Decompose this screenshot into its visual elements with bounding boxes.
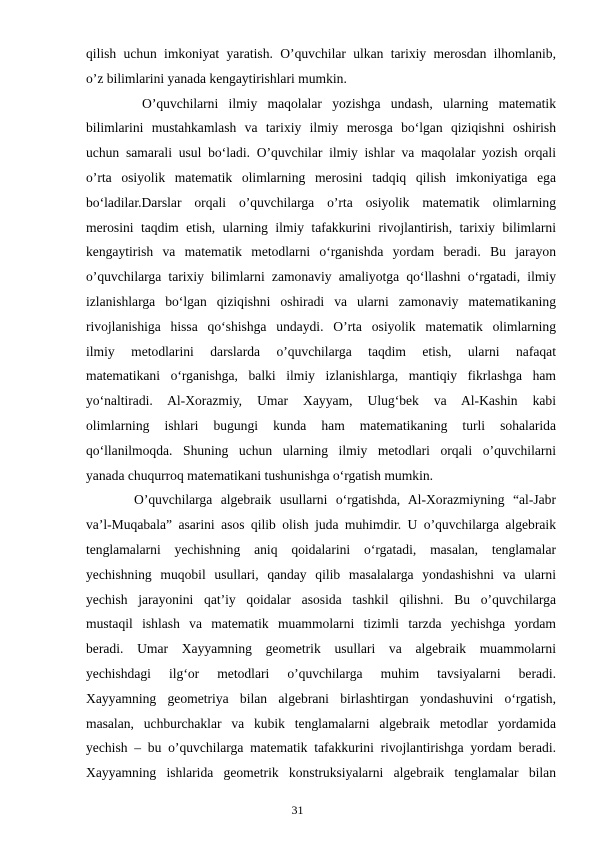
text-line: tenglamalarni yechishning aniq qoidalarini o‘rgatadi, masalan, tenglamalar bbox=[86, 541, 556, 557]
page-number: 31 bbox=[291, 803, 304, 817]
text-line: Xayyamning ishlarida geometrik konstruksiyalarni algebraik tenglamalar bilan bbox=[86, 765, 556, 781]
text-line: izlanishlarga bo‘lgan qiziqishni oshiradi va ularni zamonaviy matematikaning bbox=[86, 293, 556, 309]
text-line: kengaytirish va matematik metodlarni o‘rganishda yordam beradi. Bu jarayon bbox=[86, 244, 556, 260]
text-line: qo‘llanilmoqda. Shuning uchun ularning ilmiy metodlari orqali o’quvchilarni bbox=[86, 442, 556, 458]
text-line: mustaqil ishlash va matematik muammolarni tizimli tarzda yechishga yordam bbox=[86, 616, 556, 632]
text-line: yechishdagi ilg‘or metodlari o’quvchilarga muhim tavsiyalarni beradi. bbox=[86, 665, 556, 681]
text-line: qilish uchun imkoniyat yaratish. O’quvchilar ulkan tarixiy merosdan ilhomlanib, bbox=[86, 46, 556, 61]
text-line: O’quvchilarga algebraik usullarni o‘rgatishda, Al-Xorazmiyning “al-Jabr bbox=[134, 492, 556, 508]
text-line: yechish – bu o’quvchilarga matematik tafakkurini rivojlantirishga yordam beradi. bbox=[86, 740, 556, 756]
text-line: yechishning muqobil usullari, qanday qilib masalalarga yondashishni va ularni bbox=[86, 566, 556, 582]
text-line: ilmiy metodlarini darslarda o’quvchilarga taqdim etish, ularni nafaqat bbox=[86, 343, 556, 359]
text-line: o’rta osiyolik matematik olimlarning merosini tadqiq qilish imkoniyatiga ega bbox=[86, 169, 556, 185]
text-line: bilimlarini mustahkamlash va tarixiy ilmiy merosga bo‘lgan qiziqishni oshirish bbox=[86, 120, 556, 136]
text-line: bo‘ladilar.Darslar orqali o’quvchilarga o’rta osiyolik matematik olimlarning bbox=[86, 194, 556, 210]
document-page bbox=[86, 42, 556, 786]
text-line: O’quvchilarni ilmiy maqolalar yozishga undash, ularning matematik bbox=[142, 95, 556, 111]
text-line: o’z bilimlarini yanada kengaytirishlari mumkin. bbox=[86, 70, 347, 86]
text-line: masalan, uchburchaklar va kubik tenglamalarni algebraik metodlar yordamida bbox=[86, 715, 556, 731]
paragraph-research-writing bbox=[86, 92, 556, 489]
text-line: Xayyamning geometriya bilan algebrani birlashtirgan yondashuvini o‘rgatish, bbox=[86, 690, 556, 706]
text-line: merosini taqdim etish, ularning ilmiy tafakkurini rivojlantirish, tarixiy bilimlarni bbox=[86, 219, 556, 235]
text-line: yechish jarayonini qat’iy qoidalar asosida tashkil qilishni. Bu o’quvchilarga bbox=[86, 591, 556, 607]
paragraph-algebraic-methods bbox=[86, 488, 556, 786]
text-line: rivojlanishiga hissa qo‘shishga undaydi. O’rta osiyolik matematik olimlarning bbox=[86, 318, 556, 334]
text-line: o’quvchilarga tarixiy bilimlarni zamonaviy amaliyotga qo‘llashni o‘rgatadi, ilmiy bbox=[86, 269, 556, 285]
text-line: matematikani o‘rganishga, balki ilmiy izlanishlarga, mantiqiy fikrlashga ham bbox=[86, 368, 556, 384]
text-line: beradi. Umar Xayyamning geometrik usullari va algebraik muammolarni bbox=[86, 641, 556, 657]
text-line: va’l-Muqabala” asarini asos qilib olish juda muhimdir. U o’quvchilarga algebraik bbox=[86, 517, 556, 533]
text-line: yanada chuqurroq matematikani tushunishga o‘rgatish mumkin. bbox=[86, 467, 434, 483]
text-line: uchun samarali usul bo‘ladi. O’quvchilar ilmiy ishlar va maqolalar yozish orqali bbox=[86, 145, 556, 161]
paragraph-intro bbox=[86, 42, 556, 92]
text-line: yo‘naltiradi. Al-Xorazmiy, Umar Xayyam, Ulug‘bek va Al-Kashin kabi bbox=[86, 393, 556, 409]
text-line: olimlarning ishlari bugungi kunda ham matematikaning turli sohalarida bbox=[86, 417, 556, 433]
